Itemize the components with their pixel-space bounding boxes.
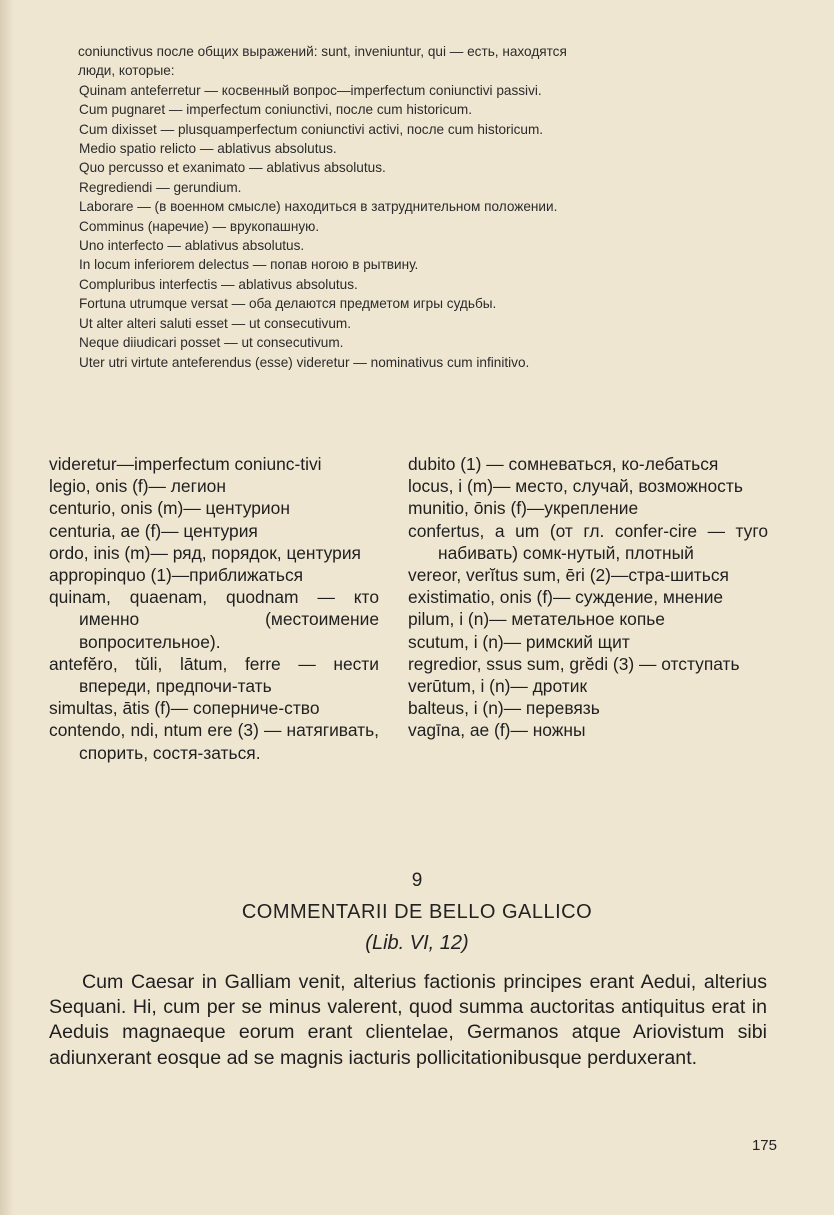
vocab-entry: confertus, a um (от гл. confer-cire — туго набивать) сомк-нутый, плотный: [408, 520, 768, 563]
section-subtitle: (Lib. VI, 12): [365, 932, 469, 954]
notes-intro-line2: люди, которые:: [78, 63, 175, 79]
vocab-entry: munitio, ōnis (f)—укрепление: [408, 498, 639, 519]
vocab-entry: pilum, i (n)— метательное копье: [408, 609, 665, 630]
note-item: Cum dixisset — plusquamperfectum coniunctivi activi, после cum historicum.: [79, 121, 544, 137]
note-item: Quo percusso et exanimato — ablativus absolutus.: [79, 160, 386, 176]
vocab-entry: locus, i (m)— место, случай, возможность: [408, 476, 743, 497]
vocab-entry: centurio, onis (m)— центурион: [49, 498, 290, 519]
latin-paragraph: Cum Caesar in Galliam venit, alterius factionis principes erant Aedui, alterius Sequani. Hi, cum per se minus valerent, quod summa auctoritas antiquitus erat in Aeduis magnaeque eorum erant clientelae, Germanos atque Ariovistum sibi adiunxerant eosque ad se magnis iacturis pollicitationibusque perduxerant.: [49, 971, 767, 1069]
note-item: Laborare — (в военном смысле) находиться в затруднительном положении.: [79, 199, 558, 215]
latin-text: [49, 970, 767, 1071]
vocab-entry: scutum, i (n)— римский щит: [408, 631, 630, 652]
vocab-entry: existimatio, onis (f)— суждение, мнение: [408, 587, 724, 608]
vocab-entry: videretur—imperfectum coniunc-tivi: [49, 454, 322, 474]
vocab-entry: contendo, ndi, ntum ere (3) — натягивать, спорить, состя-заться.: [49, 720, 379, 763]
vocab-entry: balteus, i (n)— перевязь: [408, 698, 600, 719]
note-item: Fortuna utrumque versat — оба делаются предметом игры судьбы.: [79, 296, 497, 312]
vocabulary-left-column: [49, 453, 379, 764]
vocab-entry: antefĕro, tŭli, lātum, ferre — нести впереди, предпочи-тать: [49, 653, 379, 697]
note-item: In locum inferiorem delectus — попав ногою в рытвину.: [79, 257, 419, 273]
note-item: Compluribus interfectis — ablativus absolutus.: [79, 276, 358, 292]
note-item: Uter utri virtute anteferendus (esse) videretur — nominativus cum infinitivo.: [79, 354, 530, 370]
note-item: Medio spatio relicto — ablativus absolutus.: [79, 141, 337, 157]
note-item: Quinam anteferretur — косвенный вопрос—imperfectum coniunctivi passivi.: [79, 82, 542, 98]
section-title: COMMENTARII DE BELLO GALLICO: [241, 901, 593, 923]
vocab-entry: regredior, ssus sum, grĕdi (3) — отступать: [408, 653, 740, 674]
note-item: Ut alter alteri saluti esset — ut consecutivum.: [79, 315, 351, 331]
vocab-entry: vereor, verĭtus sum, ēri (2)—стра-шиться: [408, 565, 729, 586]
vocab-entry: dubito (1) — сомневаться, ко-лебаться: [408, 454, 719, 474]
page-number: 175: [751, 1137, 777, 1154]
page-edge-shadow: [0, 0, 14, 1215]
note-item: Comminus (наречие) — врукопашную.: [79, 218, 320, 234]
note-item: Cum pugnaret — imperfectum coniunctivi, после cum historicum.: [79, 102, 473, 118]
note-item: Uno interfecto — ablativus absolutus.: [79, 238, 305, 254]
vocab-entry: appropinquo (1)—приближаться: [49, 565, 304, 586]
note-item: Neque diiudicari posset — ut consecutivum.: [79, 335, 344, 351]
vocab-entry: simultas, ātis (f)— соперниче-ство: [49, 698, 320, 719]
vocab-entry: vagīna, ae (f)— ножны: [408, 720, 586, 741]
note-item: Regrediendi — gerundium.: [79, 179, 242, 195]
grammar-notes: [79, 42, 759, 372]
vocab-entry: quinam, quaenam, quodnam — кто именно (местоимение вопросительное).: [49, 587, 379, 652]
vocab-entry: verūtum, i (n)— дротик: [408, 676, 588, 697]
vocab-entry: centuria, ae (f)— центурия: [49, 520, 258, 541]
section-number: 9: [411, 870, 423, 891]
vocab-entry: legio, onis (f)— легион: [49, 476, 226, 497]
vocabulary-right-column: [408, 453, 768, 742]
notes-intro-line1: coniunctivus после общих выражений: sunt, inveniuntur, qui — есть, находятся: [78, 44, 567, 59]
vocab-entry: ordo, inis (m)— ряд, порядок, центурия: [49, 542, 361, 563]
